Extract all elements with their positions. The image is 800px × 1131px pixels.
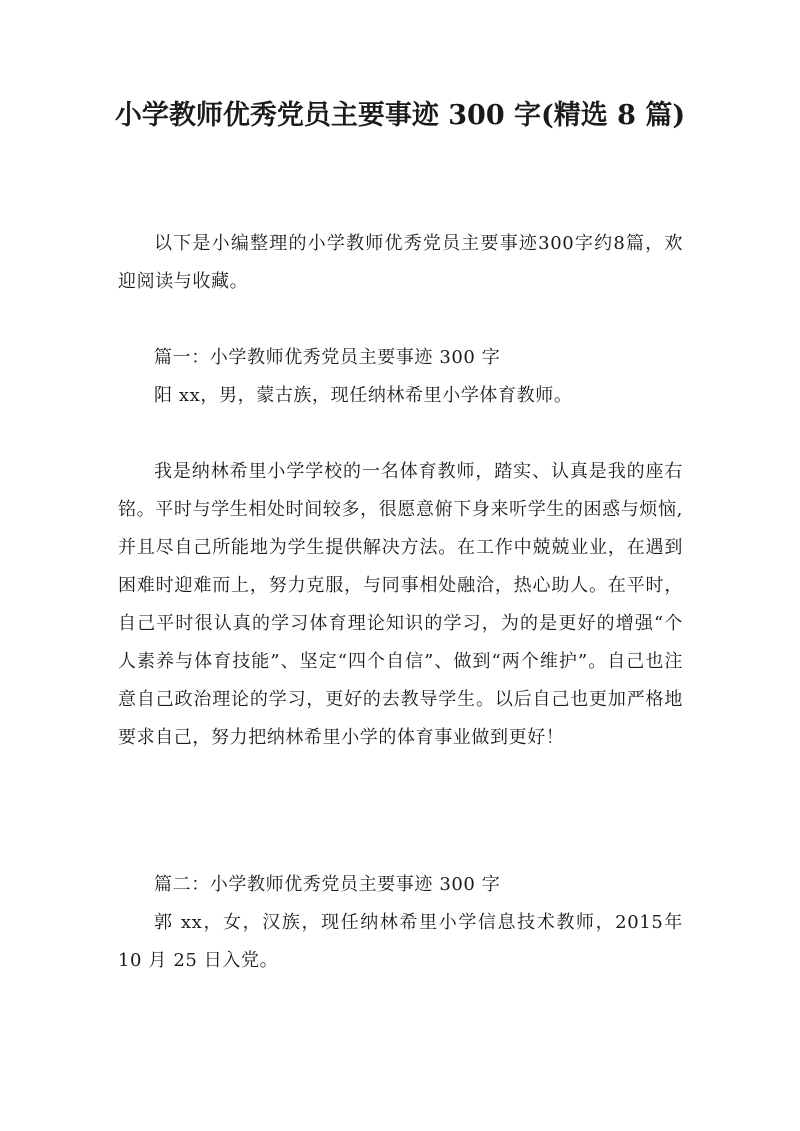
- section2-subject: 郭 xx，女，汉族，现任纳林希里小学信息技术教师，2015年 10 月 25 日入党。: [118, 912, 683, 971]
- intro-paragraph: 以下是小编整理的小学教师优秀党员主要事迹300字约8篇，欢迎阅读与收藏。: [118, 233, 683, 292]
- section1-body: 我是纳林希里小学学校的一名体育教师，踏实、认真是我的座右铭。平时与学生相处时间较多，很愿意俯下身来听学生的困惑与烦恼,并且尽自己所能地为学生提供解决方法。在工作中兢兢业业，在遇到困难时迎难而上，努力克服，与同事相处融洽，热心助人。在平时，自己平时很认真的学习体育理论知识的学习，为的是更好的增强“个人素养与体育技能”、坚定“四个自信”、做到“两个维护”。自己也注意自己政治理论的学习，更好的去教导学生。以后自己也更加严格地要求自己，努力把纳林希里小学的体育事业做到更好！: [118, 461, 683, 748]
- section1-subject: 阳 xx，男，蒙古族，现任纳林希里小学体育教师。: [154, 385, 573, 406]
- section2-heading: 篇二：小学教师优秀党员主要事迹 300 字: [154, 874, 501, 895]
- document-title: 小学教师优秀党员主要事迹 300 字(精选 8 篇): [114, 100, 686, 131]
- section1-heading: 篇一：小学教师优秀党员主要事迹 300 字: [154, 347, 501, 368]
